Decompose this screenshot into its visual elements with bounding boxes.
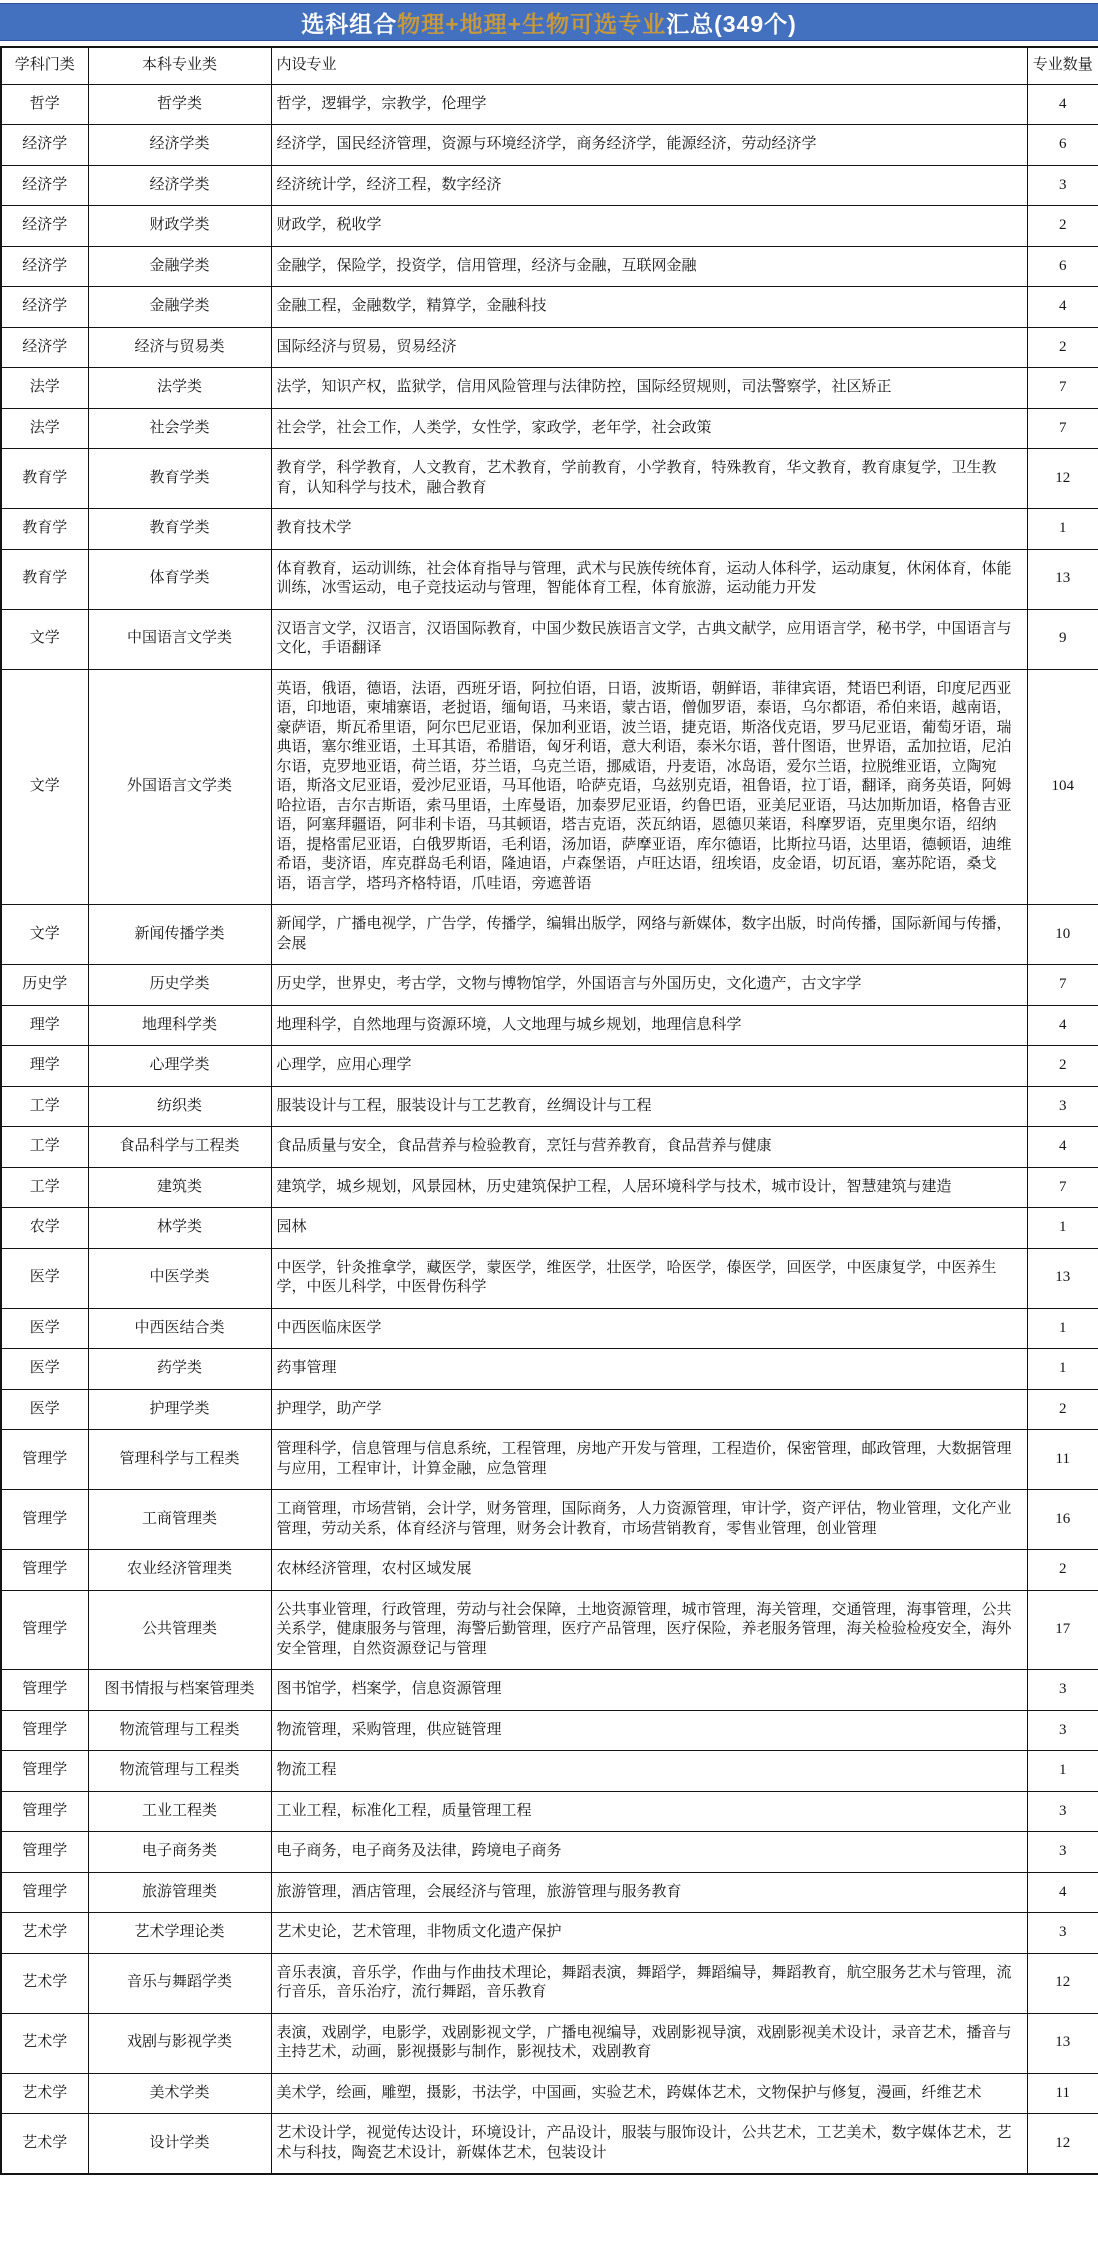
cell-major-count: 11	[1027, 1430, 1098, 1490]
cell-majors-list: 艺术史论，艺术管理，非物质文化遗产保护	[271, 1913, 1027, 1954]
cell-major-count: 4	[1027, 287, 1098, 328]
cell-majors-list: 美术学，绘画，雕塑，摄影，书法学，中国画，实验艺术，跨媒体艺术，文物保护与修复，漫画，纤维艺术	[271, 2073, 1027, 2114]
cell-major-class: 护理学类	[88, 1389, 271, 1430]
cell-majors-list: 公共事业管理，行政管理，劳动与社会保障，土地资源管理，城市管理，海关管理，交通管理，海事管理，公共关系学，健康服务与管理，海警后勤管理，医疗产品管理，医疗保险，养老服务管理，海关检验检疫安全，海外安全管理，自然资源登记与管理	[271, 1590, 1027, 1670]
cell-major-class: 经济学类	[88, 165, 271, 206]
cell-major-class: 新闻传播学类	[88, 905, 271, 965]
cell-major-class: 建筑类	[88, 1167, 271, 1208]
table-row	[1, 1127, 1098, 1168]
table-row	[1, 2114, 1098, 2175]
cell-discipline-category: 管理学	[1, 1430, 88, 1490]
cell-majors-list: 英语，俄语，德语，法语，西班牙语，阿拉伯语，日语，波斯语，朝鲜语，菲律宾语，梵语巴利语，印度尼西亚语，印地语，柬埔寨语，老挝语，缅甸语，马来语，蒙古语，僧伽罗语，泰语，乌尔都语，希伯来语，越南语，豪萨语，斯瓦希里语，阿尔巴尼亚语，保加利亚语，波兰语，捷克语，斯洛伐克语，罗马尼亚语，葡萄牙语，瑞典语，塞尔维亚语，土耳其语，希腊语，匈牙利语，意大利语，泰米尔语，普什图语，世界语，孟加拉语，尼泊尔语，克罗地亚语，荷兰语，芬兰语，乌克兰语，挪威语，丹麦语，冰岛语，爱尔兰语，拉脱维亚语，立陶宛语，斯洛文尼亚语，爱沙尼亚语，马耳他语，哈萨克语，乌兹别克语，祖鲁语，拉丁语，翻译，商务英语，阿姆哈拉语，吉尔吉斯语，索马里语，土库曼语，加泰罗尼亚语，约鲁巴语，亚美尼亚语，马达加斯加语，格鲁吉亚语，阿塞拜疆语，阿非利卡语，马其顿语，塔吉克语，茨瓦纳语，恩德贝莱语，科摩罗语，克里奥尔语，绍纳语，提格雷尼亚语，白俄罗斯语，毛利语，汤加语，萨摩亚语，库尔德语，比斯拉马语，达里语，德顿语，迪维希语，斐济语，库克群岛毛利语，隆迪语，卢森堡语，卢旺达语，纽埃语，皮金语，切瓦语，塞苏陀语，桑戈语，语言学，塔玛齐格特语，爪哇语，旁遮普语	[271, 669, 1027, 905]
table-row	[1, 609, 1098, 669]
cell-discipline-category: 工学	[1, 1167, 88, 1208]
cell-discipline-category: 艺术学	[1, 1953, 88, 2013]
cell-major-class: 经济与贸易类	[88, 327, 271, 368]
cell-majors-list: 汉语言文学，汉语言，汉语国际教育，中国少数民族语言文学，古典文献学，应用语言学，秘书学，中国语言与文化，手语翻译	[271, 609, 1027, 669]
table-row	[1, 2073, 1098, 2114]
table-row	[1, 1167, 1098, 1208]
cell-discipline-category: 艺术学	[1, 2013, 88, 2073]
cell-major-class: 中医学类	[88, 1248, 271, 1308]
cell-major-class: 心理学类	[88, 1046, 271, 1087]
cell-discipline-category: 教育学	[1, 509, 88, 550]
cell-major-class: 工业工程类	[88, 1791, 271, 1832]
table-row	[1, 1832, 1098, 1873]
cell-major-class: 设计学类	[88, 2114, 271, 2175]
cell-majors-list: 农林经济管理，农村区域发展	[271, 1550, 1027, 1591]
cell-major-count: 6	[1027, 246, 1098, 287]
cell-discipline-category: 艺术学	[1, 2073, 88, 2114]
cell-majors-list: 食品质量与安全，食品营养与检验教育，烹饪与营养教育，食品营养与健康	[271, 1127, 1027, 1168]
cell-major-count: 4	[1027, 1872, 1098, 1913]
table-row	[1, 2013, 1098, 2073]
cell-discipline-category: 艺术学	[1, 2114, 88, 2175]
cell-discipline-category: 医学	[1, 1308, 88, 1349]
table-row	[1, 1670, 1098, 1711]
title-bar	[0, 3, 1098, 41]
cell-discipline-category: 经济学	[1, 327, 88, 368]
table-row	[1, 1389, 1098, 1430]
cell-discipline-category: 工学	[1, 1127, 88, 1168]
table-row	[1, 549, 1098, 609]
cell-major-count: 4	[1027, 1127, 1098, 1168]
cell-majors-list: 国际经济与贸易，贸易经济	[271, 327, 1027, 368]
table-row	[1, 125, 1098, 166]
cell-discipline-category: 医学	[1, 1349, 88, 1390]
cell-major-count: 3	[1027, 165, 1098, 206]
cell-major-class: 食品科学与工程类	[88, 1127, 271, 1168]
cell-majors-list: 新闻学，广播电视学，广告学，传播学，编辑出版学，网络与新媒体，数字出版，时尚传播，国际新闻与传播，会展	[271, 905, 1027, 965]
cell-discipline-category: 文学	[1, 669, 88, 905]
cell-majors-list: 音乐表演，音乐学，作曲与作曲技术理论，舞蹈表演，舞蹈学，舞蹈编导，舞蹈教育，航空服务艺术与管理，流行音乐，音乐治疗，流行舞蹈，音乐教育	[271, 1953, 1027, 2013]
table-row	[1, 1490, 1098, 1550]
table-body	[1, 84, 1098, 2174]
title-prefix: 选科组合	[301, 10, 398, 37]
cell-discipline-category: 文学	[1, 905, 88, 965]
cell-major-class: 图书情报与档案管理类	[88, 1670, 271, 1711]
cell-major-count: 3	[1027, 1913, 1098, 1954]
col-header-discipline-category: 学科门类	[1, 47, 88, 84]
cell-discipline-category: 法学	[1, 368, 88, 409]
cell-major-count: 1	[1027, 1308, 1098, 1349]
cell-major-class: 地理科学类	[88, 1005, 271, 1046]
cell-major-class: 经济学类	[88, 125, 271, 166]
cell-discipline-category: 管理学	[1, 1832, 88, 1873]
cell-majors-list: 物流工程	[271, 1751, 1027, 1792]
cell-discipline-category: 管理学	[1, 1710, 88, 1751]
table-row	[1, 449, 1098, 509]
table-row	[1, 1086, 1098, 1127]
cell-major-class: 财政学类	[88, 206, 271, 247]
cell-major-class: 中国语言文学类	[88, 609, 271, 669]
title-suffix: 汇总(349个)	[666, 10, 797, 37]
cell-major-count: 10	[1027, 905, 1098, 965]
cell-major-count: 6	[1027, 125, 1098, 166]
cell-major-count: 17	[1027, 1590, 1098, 1670]
cell-discipline-category: 哲学	[1, 84, 88, 125]
cell-major-class: 哲学类	[88, 84, 271, 125]
cell-discipline-category: 法学	[1, 408, 88, 449]
cell-major-count: 2	[1027, 1550, 1098, 1591]
table-row	[1, 1349, 1098, 1390]
table-row	[1, 1208, 1098, 1249]
cell-discipline-category: 医学	[1, 1248, 88, 1308]
cell-major-class: 工商管理类	[88, 1490, 271, 1550]
cell-major-count: 12	[1027, 1953, 1098, 2013]
cell-major-count: 2	[1027, 327, 1098, 368]
cell-major-count: 3	[1027, 1670, 1098, 1711]
cell-major-count: 1	[1027, 1208, 1098, 1249]
cell-majors-list: 教育技术学	[271, 509, 1027, 550]
cell-major-count: 104	[1027, 669, 1098, 905]
table-row	[1, 165, 1098, 206]
cell-discipline-category: 管理学	[1, 1550, 88, 1591]
cell-major-count: 3	[1027, 1710, 1098, 1751]
cell-discipline-category: 管理学	[1, 1791, 88, 1832]
cell-discipline-category: 教育学	[1, 449, 88, 509]
table-row	[1, 1005, 1098, 1046]
table-row	[1, 408, 1098, 449]
cell-majors-list: 法学，知识产权，监狱学，信用风险管理与法律防控，国际经贸规则，司法警察学，社区矫正	[271, 368, 1027, 409]
cell-majors-list: 艺术设计学，视觉传达设计，环境设计，产品设计，服装与服饰设计，公共艺术，工艺美术，数字媒体艺术，艺术与科技，陶瓷艺术设计，新媒体艺术，包装设计	[271, 2114, 1027, 2175]
cell-majors-list: 金融工程，金融数学，精算学，金融科技	[271, 287, 1027, 328]
cell-majors-list: 图书馆学，档案学，信息资源管理	[271, 1670, 1027, 1711]
cell-majors-list: 药事管理	[271, 1349, 1027, 1390]
cell-major-count: 13	[1027, 1248, 1098, 1308]
table-row	[1, 1308, 1098, 1349]
cell-discipline-category: 管理学	[1, 1670, 88, 1711]
cell-major-class: 药学类	[88, 1349, 271, 1390]
table-row	[1, 84, 1098, 125]
cell-majors-list: 管理科学，信息管理与信息系统，工程管理，房地产开发与管理，工程造价，保密管理，邮政管理，大数据管理与应用，工程审计，计算金融，应急管理	[271, 1430, 1027, 1490]
cell-major-count: 7	[1027, 965, 1098, 1006]
cell-discipline-category: 工学	[1, 1086, 88, 1127]
table-row	[1, 368, 1098, 409]
cell-major-count: 2	[1027, 206, 1098, 247]
title-highlight: 物理+地理+生物可选专业	[397, 10, 667, 37]
cell-major-class: 教育学类	[88, 449, 271, 509]
cell-majors-list: 经济学，国民经济管理，资源与环境经济学，商务经济学，能源经济，劳动经济学	[271, 125, 1027, 166]
cell-major-class: 金融学类	[88, 287, 271, 328]
table-row	[1, 1913, 1098, 1954]
cell-majors-list: 物流管理，采购管理，供应链管理	[271, 1710, 1027, 1751]
table-row	[1, 1046, 1098, 1087]
cell-discipline-category: 文学	[1, 609, 88, 669]
cell-discipline-category: 管理学	[1, 1872, 88, 1913]
table-row	[1, 905, 1098, 965]
cell-majors-list: 电子商务，电子商务及法律，跨境电子商务	[271, 1832, 1027, 1873]
table-row	[1, 1751, 1098, 1792]
cell-discipline-category: 艺术学	[1, 1913, 88, 1954]
col-header-major-class: 本科专业类	[88, 47, 271, 84]
cell-major-class: 金融学类	[88, 246, 271, 287]
cell-majors-list: 护理学，助产学	[271, 1389, 1027, 1430]
cell-major-count: 3	[1027, 1832, 1098, 1873]
table-row	[1, 1590, 1098, 1670]
cell-major-class: 管理科学与工程类	[88, 1430, 271, 1490]
table-row	[1, 1953, 1098, 2013]
cell-discipline-category: 经济学	[1, 246, 88, 287]
cell-discipline-category: 理学	[1, 1005, 88, 1046]
table-row	[1, 1550, 1098, 1591]
cell-major-class: 农业经济管理类	[88, 1550, 271, 1591]
cell-major-class: 音乐与舞蹈学类	[88, 1953, 271, 2013]
cell-majors-list: 园林	[271, 1208, 1027, 1249]
cell-major-class: 教育学类	[88, 509, 271, 550]
cell-majors-list: 服装设计与工程，服装设计与工艺教育，丝绸设计与工程	[271, 1086, 1027, 1127]
cell-major-class: 法学类	[88, 368, 271, 409]
cell-major-count: 9	[1027, 609, 1098, 669]
cell-major-count: 4	[1027, 84, 1098, 125]
cell-major-class: 公共管理类	[88, 1590, 271, 1670]
cell-discipline-category: 管理学	[1, 1751, 88, 1792]
table-row	[1, 327, 1098, 368]
cell-discipline-category: 经济学	[1, 125, 88, 166]
cell-majors-list: 中医学，针灸推拿学，藏医学，蒙医学，维医学，壮医学，哈医学，傣医学，回医学，中医康复学，中医养生学，中医儿科学，中医骨伤科学	[271, 1248, 1027, 1308]
cell-majors-list: 表演，戏剧学，电影学，戏剧影视文学，广播电视编导，戏剧影视导演，戏剧影视美术设计，录音艺术，播音与主持艺术，动画，影视摄影与制作，影视技术，戏剧教育	[271, 2013, 1027, 2073]
table-row	[1, 965, 1098, 1006]
cell-majors-list: 体育教育，运动训练，社会体育指导与管理，武术与民族传统体育，运动人体科学，运动康复，休闲体育，体能训练，冰雪运动，电子竞技运动与管理，智能体育工程，体育旅游，运动能力开发	[271, 549, 1027, 609]
cell-major-class: 纺织类	[88, 1086, 271, 1127]
cell-discipline-category: 农学	[1, 1208, 88, 1249]
cell-majors-list: 工业工程，标准化工程，质量管理工程	[271, 1791, 1027, 1832]
table-row	[1, 1248, 1098, 1308]
cell-major-count: 2	[1027, 1046, 1098, 1087]
table-row	[1, 509, 1098, 550]
cell-discipline-category: 经济学	[1, 287, 88, 328]
table-row	[1, 669, 1098, 905]
cell-major-count: 13	[1027, 2013, 1098, 2073]
table-row	[1, 206, 1098, 247]
cell-majors-list: 经济统计学，经济工程，数字经济	[271, 165, 1027, 206]
cell-majors-list: 中西医临床医学	[271, 1308, 1027, 1349]
cell-majors-list: 教育学，科学教育，人文教育，艺术教育，学前教育，小学教育，特殊教育，华文教育，教育康复学，卫生教育，认知科学与技术，融合教育	[271, 449, 1027, 509]
cell-major-count: 12	[1027, 2114, 1098, 2175]
cell-major-count: 1	[1027, 1751, 1098, 1792]
cell-major-class: 中西医结合类	[88, 1308, 271, 1349]
cell-major-class: 戏剧与影视学类	[88, 2013, 271, 2073]
cell-majors-list: 社会学，社会工作，人类学，女性学，家政学，老年学，社会政策	[271, 408, 1027, 449]
cell-major-count: 7	[1027, 1167, 1098, 1208]
cell-major-count: 13	[1027, 549, 1098, 609]
cell-major-class: 社会学类	[88, 408, 271, 449]
cell-major-count: 3	[1027, 1086, 1098, 1127]
cell-discipline-category: 经济学	[1, 165, 88, 206]
cell-majors-list: 财政学，税收学	[271, 206, 1027, 247]
cell-majors-list: 心理学，应用心理学	[271, 1046, 1027, 1087]
cell-majors-list: 金融学，保险学，投资学，信用管理，经济与金融，互联网金融	[271, 246, 1027, 287]
cell-discipline-category: 管理学	[1, 1590, 88, 1670]
cell-discipline-category: 管理学	[1, 1490, 88, 1550]
cell-majors-list: 哲学，逻辑学，宗教学，伦理学	[271, 84, 1027, 125]
table-row	[1, 1872, 1098, 1913]
cell-major-count: 7	[1027, 368, 1098, 409]
col-header-major-count: 专业数量	[1027, 47, 1098, 84]
cell-major-class: 历史学类	[88, 965, 271, 1006]
table-row	[1, 287, 1098, 328]
cell-major-class: 美术学类	[88, 2073, 271, 2114]
cell-major-class: 体育学类	[88, 549, 271, 609]
cell-majors-list: 旅游管理，酒店管理，会展经济与管理，旅游管理与服务教育	[271, 1872, 1027, 1913]
cell-discipline-category: 历史学	[1, 965, 88, 1006]
cell-major-class: 外国语言文学类	[88, 669, 271, 905]
cell-major-count: 7	[1027, 408, 1098, 449]
cell-major-count: 1	[1027, 509, 1098, 550]
cell-major-count: 16	[1027, 1490, 1098, 1550]
cell-majors-list: 历史学，世界史，考古学，文物与博物馆学，外国语言与外国历史，文化遗产，古文字学	[271, 965, 1027, 1006]
cell-majors-list: 建筑学，城乡规划，风景园林，历史建筑保护工程，人居环境科学与技术，城市设计，智慧建筑与建造	[271, 1167, 1027, 1208]
cell-major-count: 1	[1027, 1349, 1098, 1390]
cell-major-count: 3	[1027, 1791, 1098, 1832]
cell-discipline-category: 教育学	[1, 549, 88, 609]
cell-major-class: 旅游管理类	[88, 1872, 271, 1913]
cell-major-count: 2	[1027, 1389, 1098, 1430]
majors-summary-table	[0, 46, 1098, 2175]
cell-majors-list: 地理科学，自然地理与资源环境，人文地理与城乡规划，地理信息科学	[271, 1005, 1027, 1046]
col-header-majors: 内设专业	[271, 47, 1027, 84]
cell-discipline-category: 理学	[1, 1046, 88, 1087]
cell-major-count: 12	[1027, 449, 1098, 509]
cell-major-count: 4	[1027, 1005, 1098, 1046]
table-row	[1, 1430, 1098, 1490]
table-row	[1, 1710, 1098, 1751]
cell-major-class: 电子商务类	[88, 1832, 271, 1873]
table-row	[1, 246, 1098, 287]
cell-major-count: 11	[1027, 2073, 1098, 2114]
cell-major-class: 物流管理与工程类	[88, 1710, 271, 1751]
cell-discipline-category: 经济学	[1, 206, 88, 247]
cell-major-class: 林学类	[88, 1208, 271, 1249]
cell-major-class: 物流管理与工程类	[88, 1751, 271, 1792]
table-row	[1, 1791, 1098, 1832]
cell-discipline-category: 医学	[1, 1389, 88, 1430]
cell-major-class: 艺术学理论类	[88, 1913, 271, 1954]
cell-majors-list: 工商管理，市场营销，会计学，财务管理，国际商务，人力资源管理，审计学，资产评估，物业管理，文化产业管理，劳动关系，体育经济与管理，财务会计教育，市场营销教育，零售业管理，创业管理	[271, 1490, 1027, 1550]
table-header-row	[1, 47, 1098, 84]
